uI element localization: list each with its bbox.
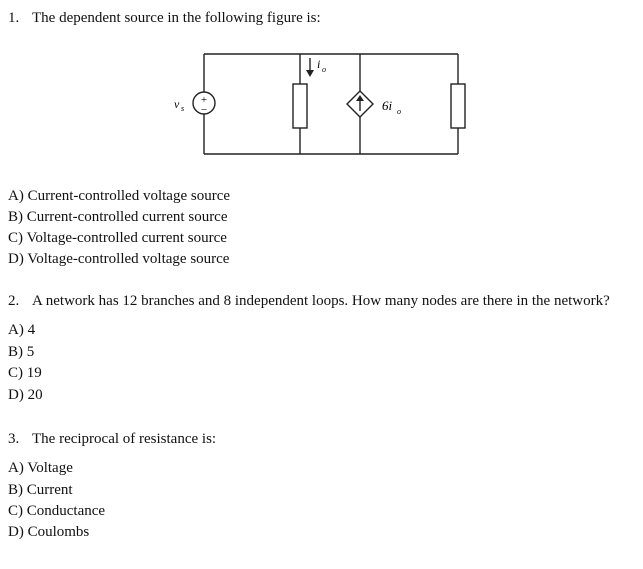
question-1-option-b: B) Current-controlled current source [8,209,228,225]
question-3-option-a: A) Voltage [8,460,73,476]
voltage-minus: − [200,104,208,116]
source-label-v: v [174,97,180,111]
question-2-text: A network has 12 branches and 8 independent loops. How many nodes are there in the network? [32,293,610,309]
question-2 [8,292,610,310]
question-2-option-b: B) 5 [8,344,35,360]
question-1 [8,9,321,27]
current-label-i: i [317,57,321,71]
source-label-sub: s [181,104,185,113]
question-1-option-c: C) Voltage-controlled current source [8,230,227,246]
question-3-number: 3. [8,431,20,447]
current-label-sub: o [322,65,326,74]
question-3-text: The reciprocal of resistance is: [32,431,217,447]
question-1-text: The dependent source in the following figure is: [32,10,321,26]
question-1-option-d: D) Voltage-controlled voltage source [8,251,230,267]
resistor-middle [293,84,307,128]
question-3 [8,430,216,448]
question-1-number: 1. [8,10,20,26]
dependent-label: 6i [382,98,393,113]
circuit-figure [160,40,470,160]
resistor-right [451,84,465,128]
question-3-option-d: D) Coulombs [8,524,90,540]
question-2-option-c: C) 19 [8,365,42,381]
question-2-option-d: D) 20 [8,387,43,403]
current-arrow-icon [306,70,314,77]
question-2-number: 2. [8,293,20,309]
dependent-label-sub: o [397,107,401,116]
question-3-option-c: C) Conductance [8,503,106,519]
question-1-option-a: A) Current-controlled voltage source [8,188,231,204]
voltage-plus: + [200,94,208,106]
question-3-option-b: B) Current [8,482,73,498]
question-2-option-a: A) 4 [8,322,36,338]
